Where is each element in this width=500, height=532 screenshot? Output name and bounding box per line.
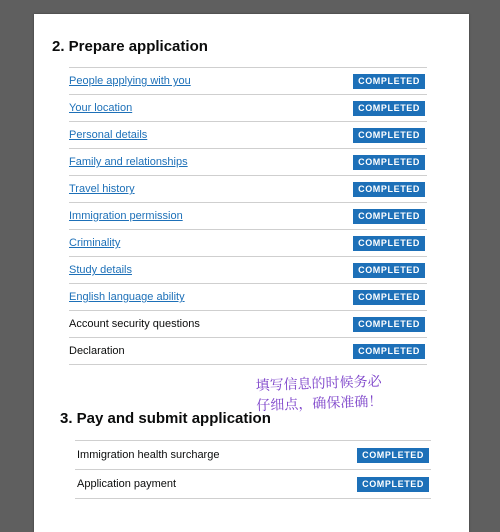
task-link-immigration-permission[interactable]: Immigration permission: [69, 210, 183, 222]
handwritten-line-2: 仔细点，确保准确！: [256, 393, 383, 415]
task-link-personal-details[interactable]: Personal details: [69, 129, 148, 141]
status-badge: COMPLETED: [353, 128, 425, 143]
task-row-travel-history: [69, 176, 427, 203]
status-badge: COMPLETED: [357, 448, 429, 463]
section-title-pay-submit: 3. Pay and submit application: [60, 410, 271, 427]
status-badge: COMPLETED: [353, 236, 425, 251]
task-row-people-applying: [69, 68, 427, 95]
task-row-study-details: [69, 257, 427, 284]
task-row-application-payment: [75, 470, 431, 499]
task-row-english-language: [69, 284, 427, 311]
task-row-health-surcharge: [75, 441, 431, 470]
task-row-criminality: [69, 230, 427, 257]
status-badge: COMPLETED: [357, 477, 429, 492]
task-row-personal-details: [69, 122, 427, 149]
task-link-english-language[interactable]: English language ability: [69, 291, 185, 303]
section-title-prepare-application: 2. Prepare application: [52, 38, 208, 55]
task-list-pay-submit: [75, 440, 431, 499]
handwritten-annotation: [255, 372, 382, 416]
task-row-declaration: [69, 338, 427, 365]
task-label-account-security: Account security questions: [69, 318, 200, 330]
task-label-health-surcharge: Immigration health surcharge: [77, 449, 220, 461]
task-link-travel-history[interactable]: Travel history: [69, 183, 135, 195]
status-badge: COMPLETED: [353, 155, 425, 170]
status-badge: COMPLETED: [353, 317, 425, 332]
application-page: [34, 14, 469, 532]
task-row-immigration-permission: [69, 203, 427, 230]
status-badge: COMPLETED: [353, 182, 425, 197]
status-badge: COMPLETED: [353, 263, 425, 278]
status-badge: COMPLETED: [353, 290, 425, 305]
task-label-application-payment: Application payment: [77, 478, 177, 490]
handwritten-line-1: 填写信息的时候务必: [255, 373, 382, 395]
task-link-people-applying[interactable]: People applying with you: [69, 75, 191, 87]
task-link-criminality[interactable]: Criminality: [69, 237, 121, 249]
task-label-declaration: Declaration: [69, 345, 125, 357]
status-badge: COMPLETED: [353, 344, 425, 359]
task-link-your-location[interactable]: Your location: [69, 102, 133, 114]
task-row-your-location: [69, 95, 427, 122]
task-row-account-security: [69, 311, 427, 338]
task-list-prepare-application: [69, 67, 427, 365]
task-link-study-details[interactable]: Study details: [69, 264, 132, 276]
task-row-family-relationships: [69, 149, 427, 176]
status-badge: COMPLETED: [353, 209, 425, 224]
task-link-family-relationships[interactable]: Family and relationships: [69, 156, 188, 168]
status-badge: COMPLETED: [353, 101, 425, 116]
status-badge: COMPLETED: [353, 74, 425, 89]
